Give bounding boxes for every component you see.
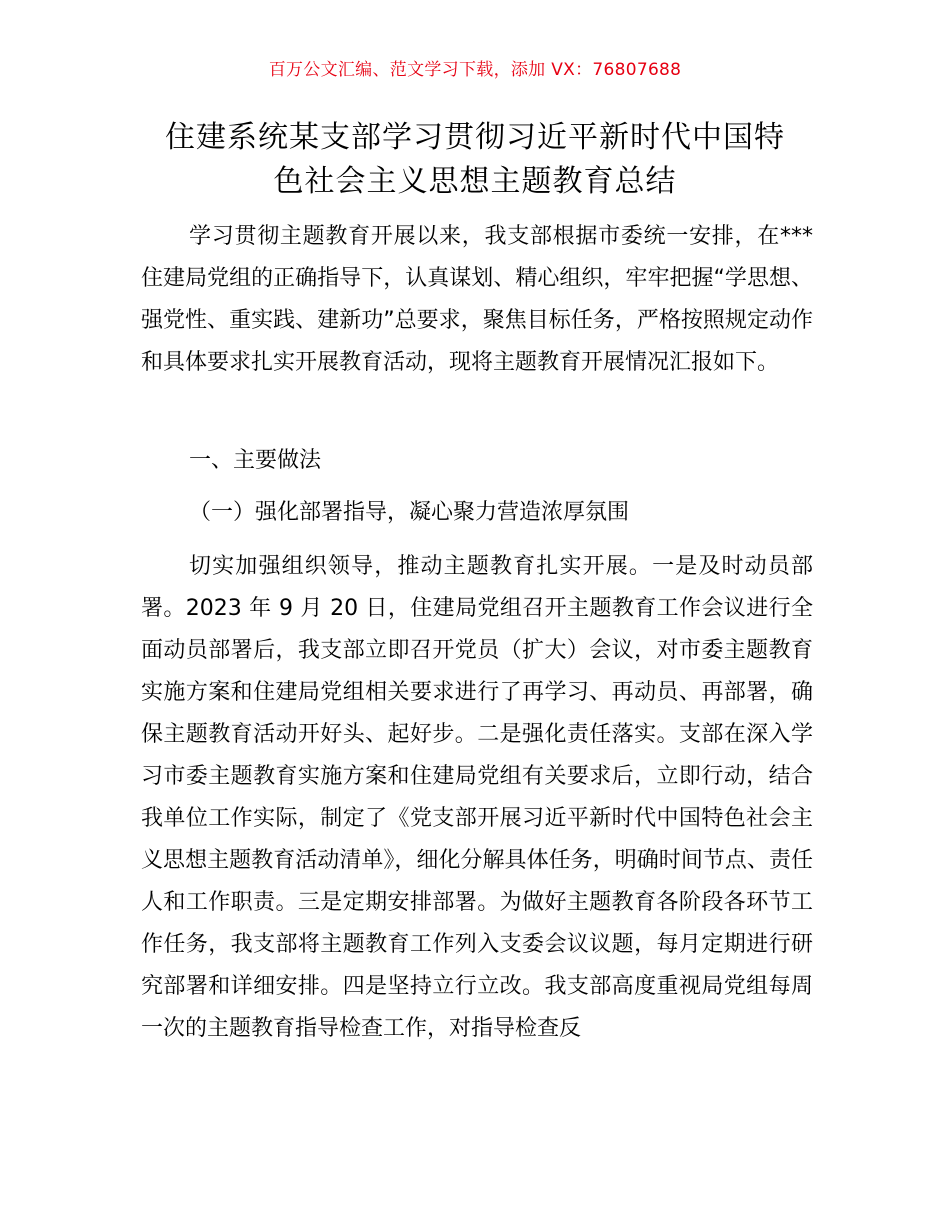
document-title xyxy=(130,116,820,204)
title-line-2: 色社会主义思想主题教育总结 xyxy=(273,164,677,199)
intro-paragraph: 学习贯彻主题教育开展以来，我支部根据市委统一安排，在***住建局党组的正确指导下，认真谋划、精心组织，牢牢把握“学思想、强党性、重实践、建新功”总要求，聚焦目标任务，严格按照规定动作和具体要求扎实开展教育活动，现将主题教育开展情况汇报如下。 xyxy=(141,224,813,375)
header-banner: 百万公文汇编、范文学习下载，添加 VX：76807688 xyxy=(268,60,682,80)
subsection-heading: （一）强化部署指导，凝心聚力营造浓厚氛围 xyxy=(189,500,630,525)
section-heading: 一、主要做法 xyxy=(189,448,322,473)
title-line-1: 住建系统某支部学习贯彻习近平新时代中国特 xyxy=(165,120,785,155)
body-paragraph: 切实加强组织领导，推动主题教育扎实开展。一是及时动员部署。2023 年 9 月 20 日，住建局党组召开主题教育工作会议进行全面动员部署后，我支部立即召开党员（扩大）会议，对市委主题教育实施方案和住建局党组相关要求进行了再学习、再动员、再部署，确保主题教育活动开好头、起好步。二是强化责任落实。支部在深入学习市委主题教育实施方案和住建局党组有关要求后，立即行动，结合我单位工作实际，制定了《党支部开展习近平新时代中国特色社会主义思想主题教育活动清单》，细化分解具体任务，明确时间节点、责任人和工作职责。三是定期安排部署。为做好主题教育各阶段各环节工作任务，我支部将主题教育工作列入支委会议议题，每月定期进行研究部署和详细安排。四是坚持立行立改。我支部高度重视局党组每周一次的主题教育指导检查工作，对指导检查反 xyxy=(141,554,813,1041)
